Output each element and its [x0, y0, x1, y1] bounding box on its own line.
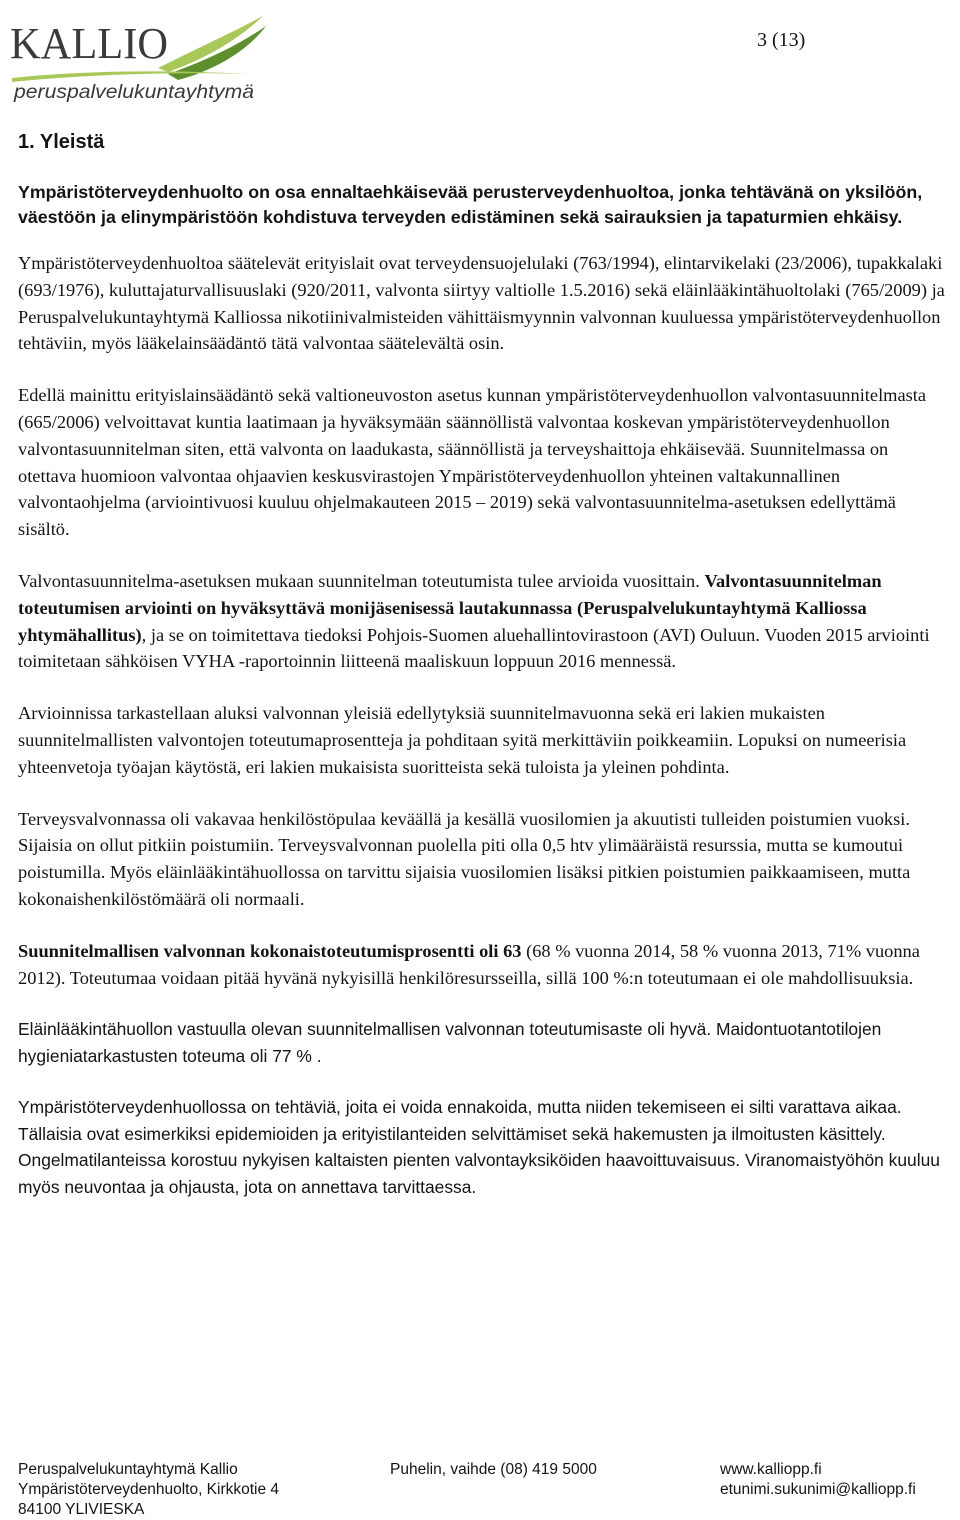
intro-paragraph: Ympäristöterveydenhuolto on osa ennaltaehkäisevää perusterveydenhuoltoa, jonka tehtävänä on yksilöön, väestöön ja elinympäristöön kohdistuva terveyden edistäminen sekä sairauksien ja tapaturmien ehkäisy. [18, 182, 923, 227]
section-heading: 1. Yleistä [18, 131, 105, 153]
footer-phone-block [390, 1460, 597, 1480]
footer-unit-address: Ympäristöterveydenhuolto, Kirkkotie 4 [18, 1481, 280, 1498]
veterinary-paragraph: Eläinlääkintähuollon vastuulla olevan suunnitelmallisen valvonnan toteutumisaste oli hyvä. Maidontuotantotilojen hygieniatarkastusten toteuma oli 77 % . [18, 1019, 882, 1066]
kallio-logo [8, 10, 270, 102]
footer-email-link[interactable]: etunimi.sukunimi@kalliopp.fi [720, 1481, 916, 1498]
legislation-paragraph: Ympäristöterveydenhuoltoa säätelevät erityislait ovat terveydensuojelulaki (763/1994), elintarvikelaki (23/2006), tupakkalaki (693/1976), kuluttajaturvallisuuslaki (920/2011, valvonta siirtyy valtiolle 1.5.2016) sekä eläinlääkintähuoltolaki (765/2009) ja Peruspalvelukuntayhtymä Kalliossa nikotiinivalmisteiden vähittäismyynnin valvonnan kuuluessa ympäristöterveydenhuollon tehtäviin, myös lääkelainsäädäntö tätä valvontaa säätelevältä osin. [18, 253, 945, 354]
footer-contact-block [720, 1460, 916, 1500]
evaluation-text-end: , ja se on toimitettava tiedoksi Pohjois-Suomen aluehallintovirastoon (AVI) Ouluun. Vuoden 2015 arviointi toimitetaan sähköisen VYHA -raportoinnin liitteenä maaliskuun loppuun 2016 mennessä. [18, 624, 930, 672]
logo-tagline: peruspalvelukuntayhtymä [12, 82, 254, 102]
footer-postal: 84100 YLIVIESKA [18, 1501, 145, 1518]
unforeseen-tasks-paragraph: Ympäristöterveydenhuollossa on tehtäviä, joita ei voida ennakoida, mutta niiden tekemiseen ei silti varattava aikaa. Tällaisia ovat esimerkiksi epidemioiden ja erityistilanteiden selvittämiset sekä hakemusten ja ilmoitusten käsittely. Ongelmatilanteissa korostuu nykyisen kaltaisten pienten valvontayksiköiden haavoittuvaisuus. Viranomaistyöhön kuuluu myös neuvontaa ja ohjausta, jota on annettava tarvittaessa. [18, 1097, 940, 1197]
evaluation-text-start: Valvontasuunnitelma-asetuksen mukaan suunnitelman toteutumista tulee arvioida vuosittain. [18, 570, 700, 591]
completion-rate-paragraph [18, 938, 946, 992]
logo-underline-swoosh [12, 71, 248, 82]
logo-wordmark: KALLIO [10, 19, 168, 68]
completion-rate-emphasis: Suunnitelmallisen valvonnan kokonaistoteutumisprosentti oli 63 [18, 940, 522, 961]
document-body [18, 180, 946, 1225]
footer-phone: Puhelin, vaihde (08) 419 5000 [390, 1461, 597, 1478]
plan-requirements-paragraph: Edellä mainittu erityislainsäädäntö sekä valtioneuvoston asetus kunnan ympäristöterveydenhuollon valvontasuunnitelmasta (665/2006) velvoittavat kuntia laatimaan ja hyväksymään säännöllistä valvontaa koskevan ympäristöterveydenhuollon valvontasuunnitelman siten, että valvonta on laadukasta, säännöllistä ja terveyshaittoja ehkäisevää. Suunnitelmassa on otettava huomioon valvontaa ohjaavien keskusvirastojen Ympäristöterveydenhuollon yhteinen valtakunnallinen valvontaohjelma (arviointivuosi kuuluu ohjelmakauteen 2015 – 2019) sekä valvontasuunnitelma-asetuksen edellyttämä sisältö. [18, 385, 927, 540]
footer-address-block [18, 1460, 279, 1520]
footer-website-link[interactable]: www.kalliopp.fi [720, 1461, 822, 1478]
page-number: 3 (13) [757, 29, 806, 51]
evaluation-approval-emphasis: Valvontasuunnitelman toteutumisen arviointi on hyväksyttävä monijäsenisessä lautakunnassa (Peruspalvelukuntayhtymä Kalliossa yhtymähallitus) [18, 570, 882, 645]
evaluation-paragraph [18, 568, 946, 675]
completion-rate-text: (68 % vuonna 2014, 58 % vuonna 2013, 71% vuonna 2012). Toteutumaa voidaan pitää hyvänä nykyisillä henkilöresursseilla, sillä 100 %:n toteutumaan ei ole mahdollisuuksia. [18, 940, 920, 988]
assessment-scope-paragraph: Arvioinnissa tarkastellaan aluksi valvonnan yleisiä edellytyksiä suunnitelmavuonna sekä eri lakien mukaisten suunnitelmallisten valvontojen toteutumaprosentteja ja pohditaan syitä merkittäviin poikkeamiin. Lopuksi on numeerisia yhteenvetoja työajan käytöstä, eri lakien mukaisista suoritteista sekä tuloista ja yleinen pohdinta. [18, 703, 907, 777]
footer-org-name: Peruspalvelukuntayhtymä Kallio [18, 1461, 238, 1478]
staffing-paragraph: Terveysvalvonnassa oli vakavaa henkilöstöpulaa keväällä ja kesällä vuosilomien ja akuutisti tulleiden poistumien vuoksi. Sijaisia on ollut pitkiin poistumiin. Terveysvalvonnan puolella piti olla 0,5 htv ylimääräistä resurssia, mutta se kumoutui poistumilla. Myös eläinlääkintähuollossa on tarvittu sijaisia vuosilomien lisäksi pitkien poistumien paikkaamiseen, mutta kokonaishenkilöstömäärä oli normaali. [18, 808, 911, 909]
